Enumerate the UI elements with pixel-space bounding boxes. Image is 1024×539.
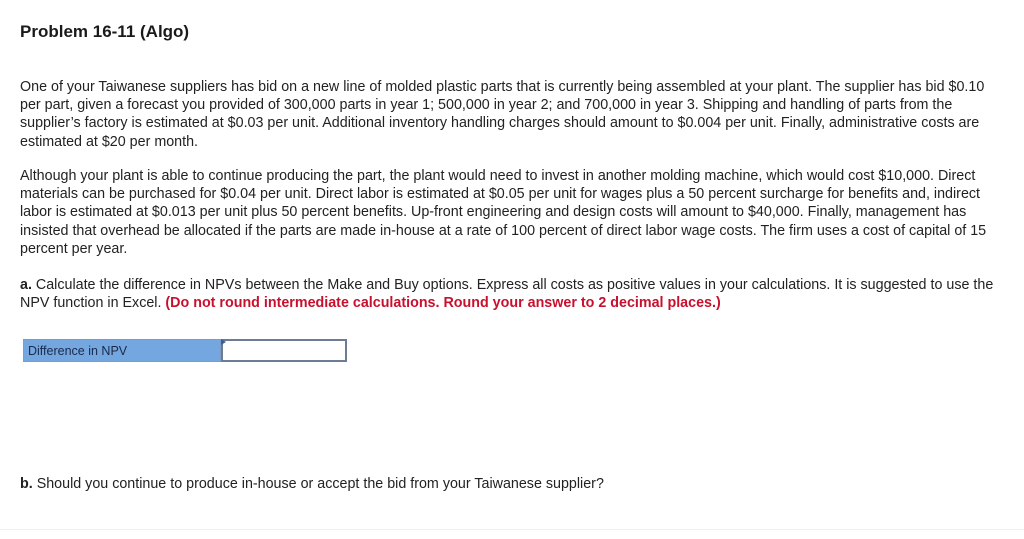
answer-row xyxy=(23,339,347,362)
difference-in-npv-input[interactable] xyxy=(221,339,347,362)
divider xyxy=(0,529,1024,530)
problem-title: Problem 16-11 (Algo) xyxy=(20,22,190,41)
question-b-label: b. xyxy=(20,476,33,492)
problem-paragraph-1: One of your Taiwanese suppliers has bid on a new line of molded plastic parts that is currently being assembled at your plant. The supplier has bid $0.10 per part, given a forecast you provided of 300,000 parts in year 1; 500,000 in year 2; and 700,000 in year 3. Shipping and handling of parts from the supplier’s factory is estimated at $0.03 per unit. Additional inventory handling charges should amount to $0.004 per unit. Finally, administrative costs are estimated at $20 per month. xyxy=(20,79,985,150)
problem-paragraph-2: Although your plant is able to continue producing the part, the plant would need to invest in another molding machine, which would cost $10,000. Direct materials can be purchased for $0.04 per unit. Direct labor is estimated at $0.05 per unit for wages plus a 50 percent surcharge for benefits and, indirect labor is estimated at $0.013 per unit plus 50 percent benefits. Up-front engineering and design costs will amount to $40,000. Finally, management has insisted that overhead be allocated if the parts are made in-house at a rate of 100 percent of direct labor wage costs. The firm uses a cost of capital of 15 percent per year. xyxy=(20,168,987,257)
question-b-text: Should you continue to produce in-house or accept the bid from your Taiwanese supplier? xyxy=(32,476,604,492)
difference-in-npv-label: Difference in NPV xyxy=(23,339,221,362)
question-a-label: a. xyxy=(20,277,32,293)
question-a xyxy=(20,276,1005,312)
input-marker-icon xyxy=(221,339,226,345)
question-a-text: Calculate the difference in NPVs between the Make and Buy options. Express all costs as positive values in your calculations. It is suggested to use the NPV function in Excel. xyxy=(20,277,994,312)
question-b xyxy=(20,475,1005,493)
rounding-instruction: (Do not round intermediate calculations. Round your answer to 2 decimal places.) xyxy=(165,295,721,312)
